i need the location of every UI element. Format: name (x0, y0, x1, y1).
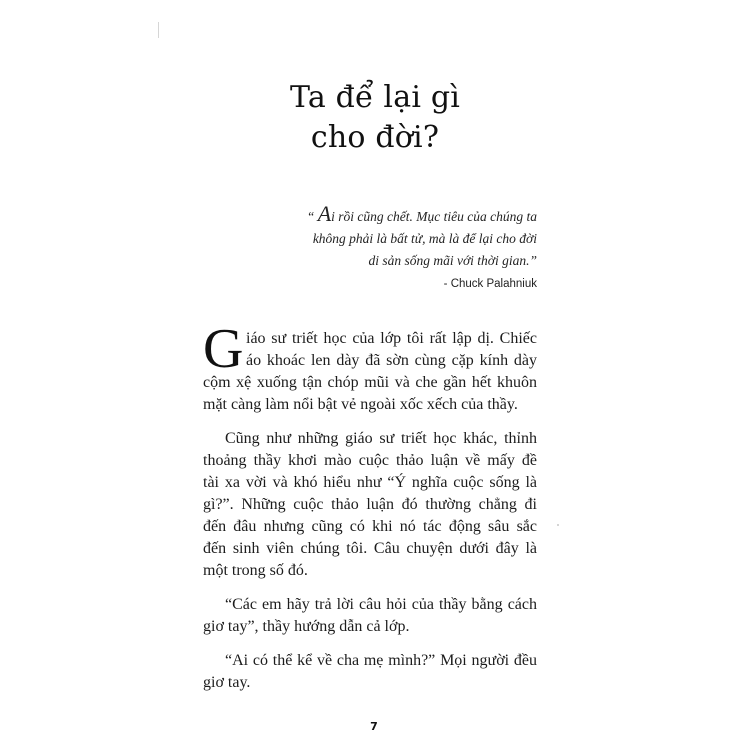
paragraph-4 (203, 650, 537, 694)
paragraph-line: mặt càng làm nổi bật vẻ ngoài xốc xếch của thầy. (203, 396, 518, 413)
scan-speck (557, 524, 559, 526)
paragraph-1 (203, 318, 537, 416)
paragraph-line: tài xa vời và khó hiểu như “Ý nghĩa cuộc sống là (203, 474, 537, 491)
epigraph-line-3: di sản sống mãi với thời gian.” (368, 253, 537, 268)
epigraph-line-2: không phải là bất tử, mà là để lại cho đời (312, 231, 537, 246)
paragraph-line: giơ tay”, thầy hướng dẫn cả lớp. (203, 618, 410, 635)
paragraph-line: gì?”. Những cuộc thảo luận đó thường chẳng đi (203, 496, 537, 513)
paragraph-line: “Ai có thể kể về cha mẹ mình?” Mọi người đều (225, 652, 537, 669)
epigraph-line-1-text: i rồi cũng chết. Mục tiêu của chúng ta (331, 209, 537, 224)
chapter-title-line-1: Ta để lại gì (289, 80, 461, 115)
paragraph-line: iáo sư triết học của lớp tôi rất lập dị. Chiếc (246, 330, 537, 347)
epigraph-lead-cap: A (317, 201, 332, 226)
paragraph-3 (203, 594, 537, 638)
paragraph-line: Cũng như những giáo sư triết học khác, thỉnh (225, 430, 537, 447)
body-text (203, 318, 537, 706)
chapter-title (200, 78, 550, 158)
scan-edge-mark (158, 22, 159, 38)
paragraph-line: một trong số đó. (203, 562, 308, 579)
paragraph-line: “Các em hãy trả lời câu hỏi của thầy bằng cách (225, 596, 537, 613)
paragraph-line: áo khoác len dày đã sờn cùng cặp kính dày (246, 352, 537, 369)
paragraph-line: đến sinh viên chúng tôi. Câu chuyện dưới đây là (203, 540, 537, 557)
drop-cap: G (203, 318, 244, 380)
epigraph-author: - Chuck Palahniuk (443, 278, 537, 290)
epigraph-open-quote: “ (306, 209, 318, 224)
paragraph-line: giơ tay. (203, 674, 251, 691)
paragraph-2 (203, 428, 537, 582)
chapter-title-line-2: cho đời? (310, 120, 440, 155)
paragraph-line: đến đâu nhưng cũng có khi nó tác động sâu sắc (203, 518, 537, 535)
page-number: 7 (370, 720, 378, 733)
paragraph-line: cộm xệ xuống tận chóp mũi và che gần hết khuôn (203, 374, 537, 391)
paragraph-line: thoảng thầy khơi mào cuộc thảo luận về mấy đề (203, 452, 537, 469)
epigraph-line-1 (250, 201, 537, 228)
epigraph-quote (250, 201, 537, 295)
